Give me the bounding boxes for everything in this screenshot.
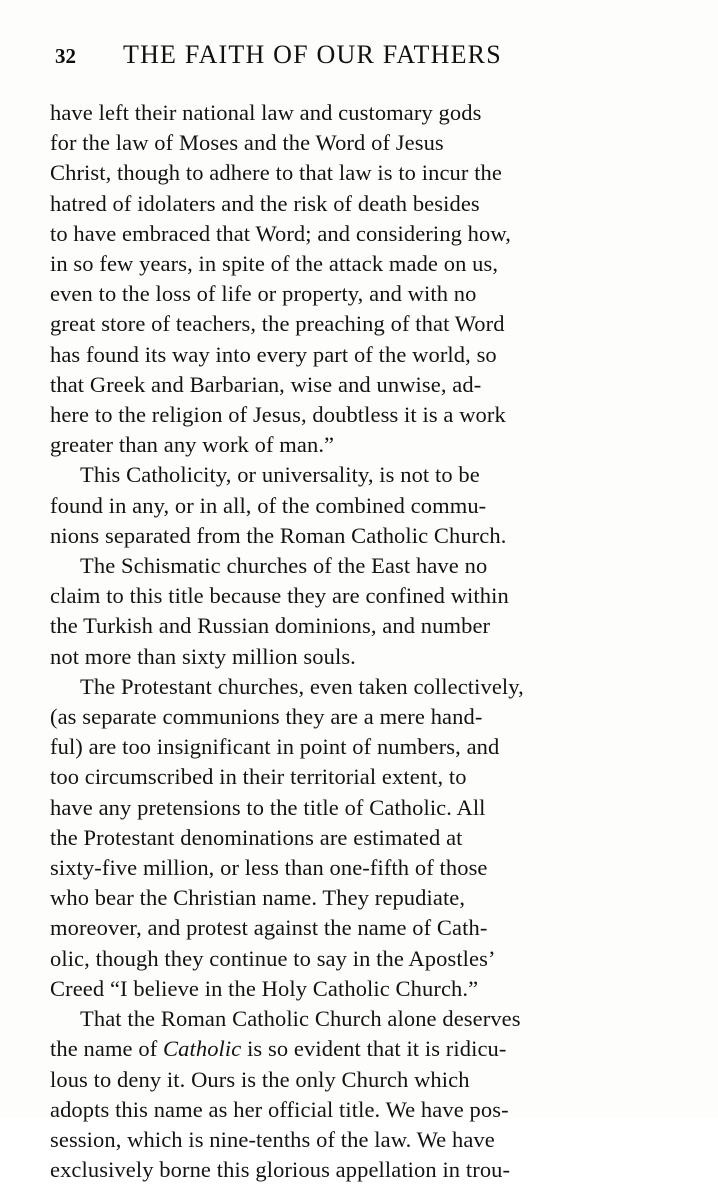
text-line: greater than any work of man.” [50,432,335,458]
text-line: olic, though they continue to say in the Apostles’ [50,945,496,971]
text-line: have any pretensions to the title of Catholic. All [50,794,486,820]
text-line: claim to this title because they are confined within [50,583,509,609]
text-line: (as separate communions they are a mere hand- [50,704,483,730]
text-line-italic-catholic [50,1034,688,1064]
body-text [50,98,688,1185]
page-number: 32 [55,44,76,68]
text-line: This Catholicity, or universality, is not to be [80,462,480,488]
paragraph-5 [50,1004,688,1185]
text-run: is so evident that it is ridicu- [241,1036,507,1062]
text-line: lous to deny it. Ours is the only Church which [50,1066,470,1092]
text-line: That the Roman Catholic Church alone deserves [80,1006,521,1032]
text-line: even to the loss of life or property, and with no [50,281,477,307]
text-line: who bear the Christian name. They repudiate, [50,885,466,911]
text-line: nions separated from the Roman Catholic Church. [50,522,507,548]
italic-word: Catholic [163,1036,242,1062]
text-line: hatred of idolaters and the risk of death besides [50,190,480,216]
paragraph-3 [50,551,688,672]
text-line: here to the religion of Jesus, doubtless it is a work [50,402,506,428]
text-line: ful) are too insignificant in point of numbers, and [50,734,500,760]
paragraph-2 [50,460,688,551]
text-line: the Turkish and Russian dominions, and number [50,613,491,639]
text-line: in so few years, in spite of the attack made on us, [50,251,499,277]
text-line: not more than sixty million souls. [50,643,356,669]
text-line: great store of teachers, the preaching of that Word [50,311,505,337]
text-line: adopts this name as her official title. We have pos- [50,1096,509,1122]
page-header [55,40,665,74]
text-line: found in any, or in all, of the combined commu- [50,492,487,518]
text-line: has found its way into every part of the world, so [50,341,497,367]
running-title: THE FAITH OF OUR FATHERS [123,40,502,69]
text-line: to have embraced that Word; and considering how, [50,220,511,246]
text-line: for the law of Moses and the Word of Jesus [50,130,444,156]
text-line: The Protestant churches, even taken collectively, [80,673,524,699]
text-line: Creed “I believe in the Holy Catholic Church.” [50,975,479,1001]
text-line: sixty-five million, or less than one-fifth of those [50,855,488,881]
text-line: moreover, and protest against the name of Cath- [50,915,488,941]
text-line: that Greek and Barbarian, wise and unwise, ad- [50,371,482,397]
text-line: exclusively borne this glorious appellation in trou- [50,1157,511,1183]
paragraph-1 [50,98,688,460]
text-line: the Protestant denominations are estimated at [50,824,463,850]
text-line: The Schismatic churches of the East have no [80,553,488,579]
text-run: the name of [50,1036,164,1062]
paragraph-4 [50,672,688,1004]
text-line: Christ, though to adhere to that law is to incur the [50,160,502,186]
text-line: too circumscribed in their territorial extent, to [50,764,467,790]
text-line: have left their national law and customary gods [50,100,482,125]
text-line: session, which is nine-tenths of the law. We have [50,1126,495,1152]
